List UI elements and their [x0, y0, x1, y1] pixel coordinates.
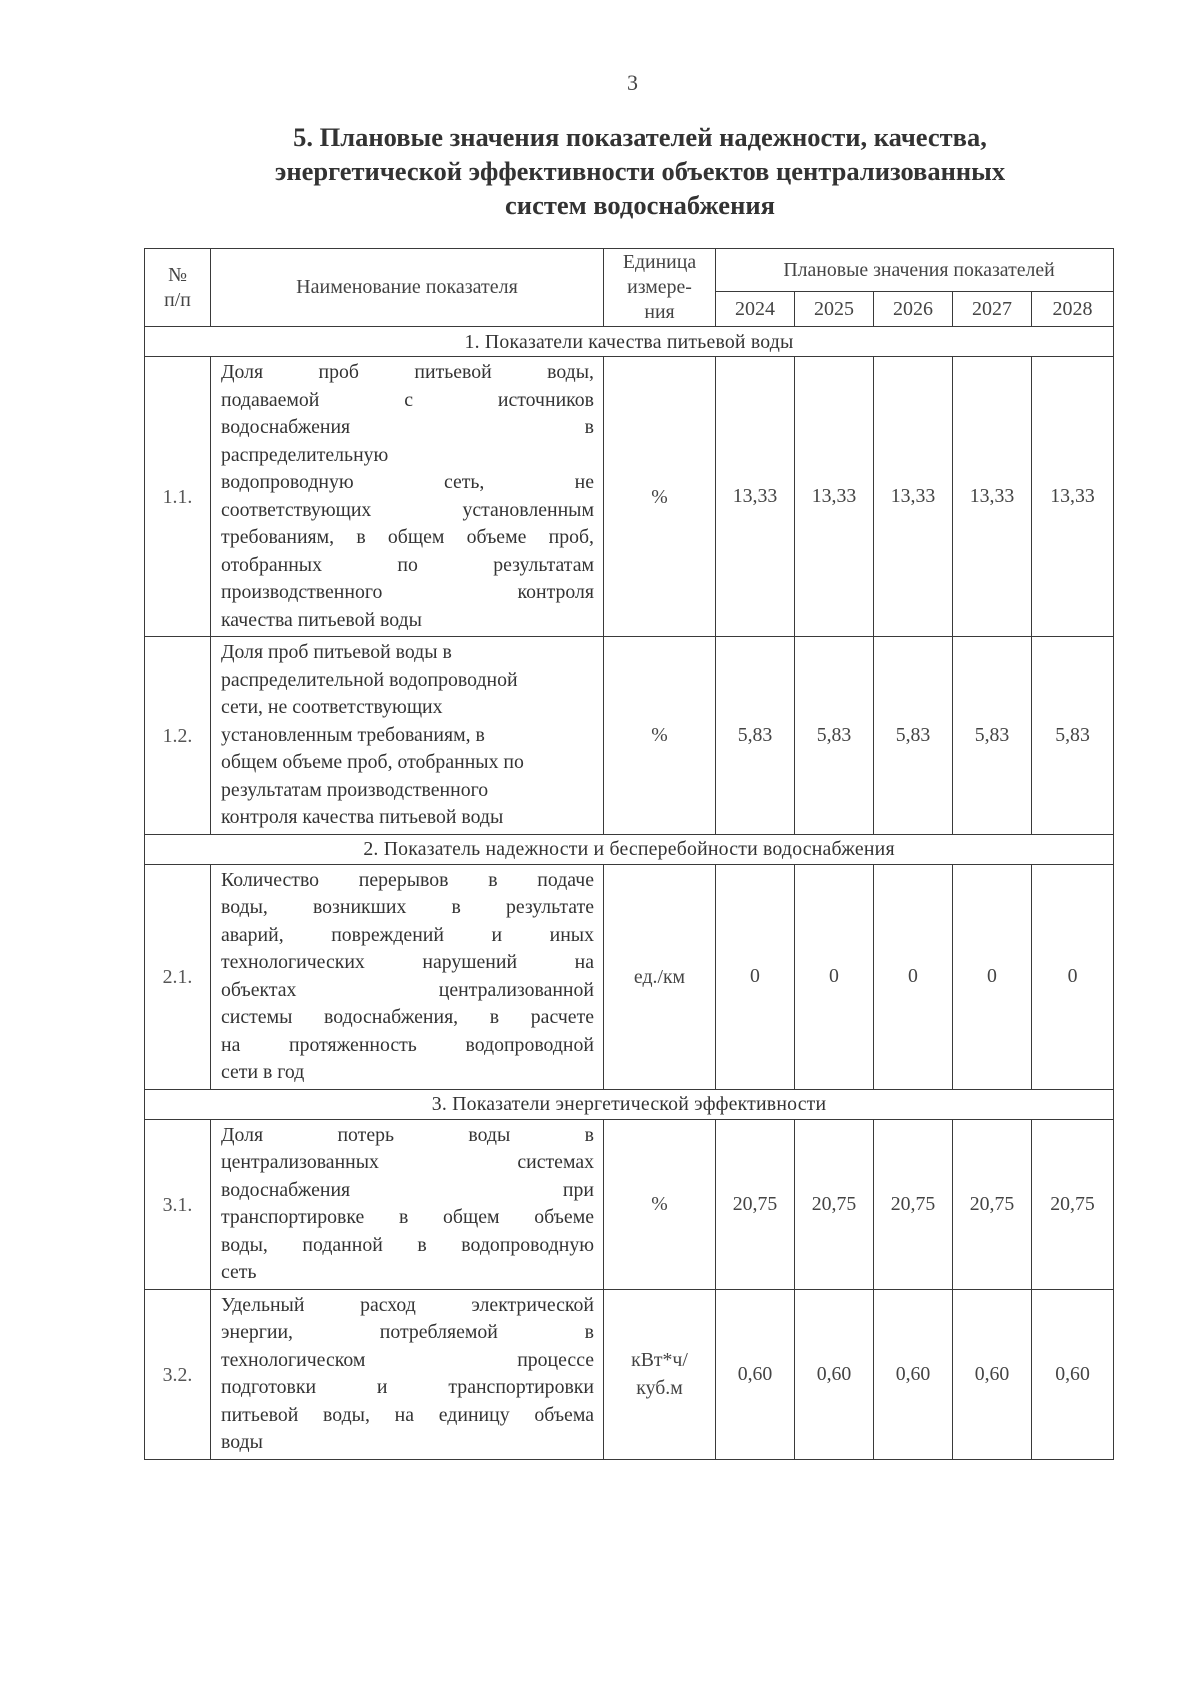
unit-line: куб.м — [636, 1377, 683, 1399]
indicator-name-line: сеть — [221, 1261, 257, 1283]
value-cell: 0,60 — [874, 1289, 953, 1459]
table-row — [145, 1119, 1114, 1289]
row-number: 3.1. — [145, 1119, 211, 1289]
indicator-name-line: объектах централизованной — [221, 978, 594, 1001]
indicator-name-line: подготовки и транспортировки — [221, 1376, 594, 1398]
header-year: 2027 — [953, 292, 1032, 327]
indicator-name — [211, 637, 604, 835]
value-cell: 13,33 — [795, 357, 874, 637]
header-year: 2025 — [795, 292, 874, 327]
indicator-name-line: Количество перерывов в подаче — [221, 868, 594, 891]
indicator-name-line: технологическом процессе — [221, 1348, 594, 1371]
table-row — [145, 1289, 1114, 1459]
indicator-name — [211, 1119, 604, 1289]
value-cell: 0 — [1032, 864, 1114, 1089]
indicator-name-line: воды — [221, 1431, 263, 1453]
indicator-name-line: Удельный расход электрической — [221, 1293, 594, 1316]
indicator-name-line: распределительной водопроводной — [221, 668, 518, 691]
header-indicator-name: Наименование показателя — [211, 249, 604, 327]
indicator-name-line: Доля потерь воды в — [221, 1123, 594, 1146]
indicator-name-line: питьевой воды, на единицу объема — [221, 1403, 594, 1426]
unit-cell — [604, 864, 716, 1089]
indicator-name-line: требованиям, в общем объеме проб, — [221, 526, 594, 548]
indicator-name-line: воды, возникших в результате — [221, 896, 594, 918]
section-title: 3. Показатели энергетической эффективности — [145, 1089, 1114, 1119]
section-row — [145, 1089, 1114, 1119]
unit-cell — [604, 1119, 716, 1289]
value-cell: 0,60 — [953, 1289, 1032, 1459]
indicator-name-line: аварий, повреждений и иных — [221, 923, 594, 946]
indicator-name-line: отобранных по результатам — [221, 553, 594, 576]
value-cell: 20,75 — [795, 1119, 874, 1289]
indicator-name — [211, 864, 604, 1089]
indicator-name — [211, 1289, 604, 1459]
title-line: энергетической эффективности объектов централизованных — [274, 156, 1006, 186]
header-unit — [604, 249, 716, 327]
indicator-name-line: водоснабжения при — [221, 1178, 594, 1201]
indicator-name-line: централизованных системах — [221, 1151, 594, 1173]
indicator-name-line: системы водоснабжения, в расчете — [221, 1006, 594, 1028]
indicator-name-line: Доля проб питьевой воды, — [221, 361, 594, 383]
header-year: 2028 — [1032, 292, 1114, 327]
unit-line: кВт*ч/ — [631, 1349, 688, 1371]
indicator-name — [211, 357, 604, 637]
table-row — [145, 357, 1114, 637]
indicator-name-line: распределительную — [221, 443, 389, 466]
value-cell: 0 — [953, 864, 1032, 1089]
unit-cell — [604, 637, 716, 835]
indicator-name-line: технологических нарушений на — [221, 951, 594, 973]
header-plan-values: Плановые значения показателей — [716, 249, 1114, 292]
section-title: 1. Показатели качества питьевой воды — [145, 327, 1114, 357]
section-row — [145, 327, 1114, 357]
indicator-name-line: контроля качества питьевой воды — [221, 806, 504, 828]
indicator-name-line: подаваемой с источников — [221, 388, 594, 411]
indicator-name-line: сети, не соответствующих — [221, 696, 443, 718]
indicator-name-line: водопроводную сеть, не — [221, 471, 594, 493]
table-row — [145, 864, 1114, 1089]
value-cell: 20,75 — [953, 1119, 1032, 1289]
value-cell: 20,75 — [874, 1119, 953, 1289]
value-cell: 0 — [795, 864, 874, 1089]
table-body — [145, 327, 1114, 1460]
indicator-name-line: общем объеме проб, отобранных по — [221, 751, 524, 773]
header-year: 2024 — [716, 292, 795, 327]
section-title: 2. Показатель надежности и бесперебойности водоснабжения — [145, 834, 1114, 864]
value-cell: 13,33 — [1032, 357, 1114, 637]
row-number: 3.2. — [145, 1289, 211, 1459]
row-number: 1.2. — [145, 637, 211, 835]
indicator-name-line: Доля проб питьевой воды в — [221, 641, 452, 663]
value-cell: 13,33 — [953, 357, 1032, 637]
unit-line: % — [651, 485, 668, 508]
unit-cell — [604, 357, 716, 637]
indicator-name-line: транспортировке в общем объеме — [221, 1206, 594, 1228]
table-row — [145, 637, 1114, 835]
value-cell: 20,75 — [1032, 1119, 1114, 1289]
value-cell: 13,33 — [716, 357, 795, 637]
indicator-name-line: соответствующих установленным — [221, 498, 594, 521]
indicator-name-line: воды, поданной в водопроводную — [221, 1233, 594, 1256]
value-cell: 0,60 — [795, 1289, 874, 1459]
value-cell: 0,60 — [716, 1289, 795, 1459]
page-number: 3 — [627, 70, 638, 95]
value-cell: 5,83 — [716, 637, 795, 835]
indicator-name-line: энергии, потребляемой в — [221, 1321, 594, 1343]
unit-cell — [604, 1289, 716, 1459]
value-cell: 5,83 — [795, 637, 874, 835]
value-cell: 20,75 — [716, 1119, 795, 1289]
row-number: 2.1. — [145, 864, 211, 1089]
page-title — [240, 120, 1040, 222]
value-cell: 13,33 — [874, 357, 953, 637]
section-row — [145, 834, 1114, 864]
indicator-name-line: водоснабжения в — [221, 416, 594, 438]
header-unit-line: измере- — [627, 276, 692, 298]
indicator-name-line: на протяженность водопроводной — [221, 1033, 594, 1056]
header-number-line: п/п — [164, 288, 191, 311]
value-cell: 0,60 — [1032, 1289, 1114, 1459]
header-number-line: № — [168, 263, 187, 286]
header-unit-line: ния — [644, 301, 675, 323]
header-year: 2026 — [874, 292, 953, 327]
indicator-name-line: установленным требованиям, в — [221, 723, 485, 746]
header-number — [145, 249, 211, 327]
indicators-table — [144, 248, 1114, 1460]
value-cell: 0 — [874, 864, 953, 1089]
value-cell: 0 — [716, 864, 795, 1089]
value-cell: 5,83 — [874, 637, 953, 835]
unit-line: % — [651, 1193, 668, 1215]
indicator-name-line: результатам производственного — [221, 778, 489, 801]
value-cell: 5,83 — [1032, 637, 1114, 835]
row-number: 1.1. — [145, 357, 211, 637]
unit-line: % — [651, 724, 668, 747]
header-unit-line: Единица — [622, 251, 697, 273]
value-cell: 5,83 — [953, 637, 1032, 835]
title-line: систем водоснабжения — [505, 190, 775, 220]
unit-line: ед./км — [633, 965, 686, 988]
indicator-name-line: качества питьевой воды — [221, 608, 422, 631]
indicator-name-line: сети в год — [221, 1061, 305, 1083]
indicator-name-line: производственного контроля — [221, 581, 594, 603]
title-line: 5. Плановые значения показателей надежности, качества, — [293, 122, 987, 152]
